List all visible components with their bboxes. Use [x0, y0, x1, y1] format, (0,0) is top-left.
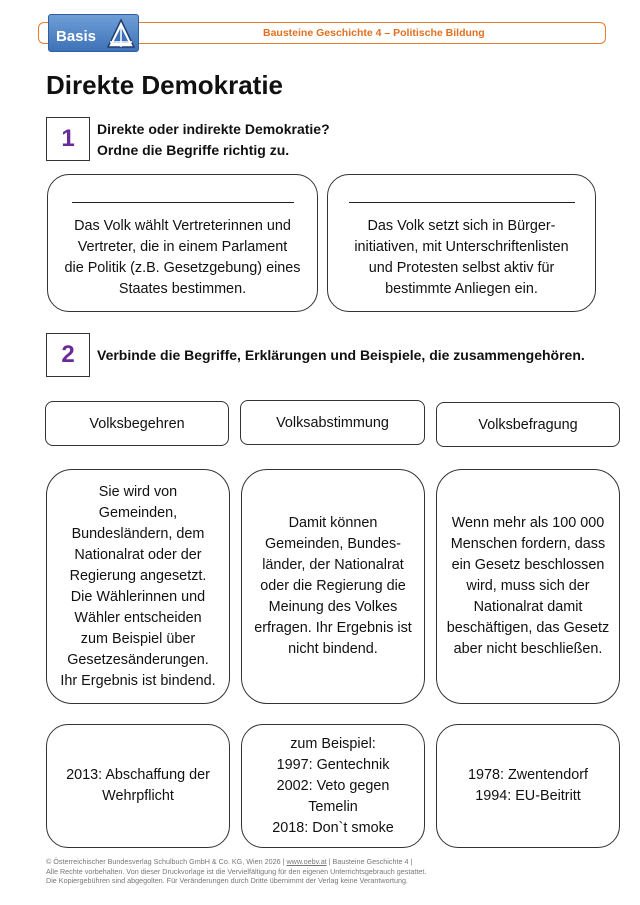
series-title: Bausteine Geschichte 4 – Politische Bildung [263, 27, 485, 39]
card-text [52, 482, 223, 692]
text-line: Gemeinden, Bundes- [264, 536, 401, 552]
publisher-link[interactable]: www.oebv.at [286, 857, 327, 866]
task-1-instruction [97, 119, 330, 161]
card-text [58, 765, 218, 807]
text-line: oder die Regierung die [260, 578, 406, 594]
text-line: erfragen. Ihr Ergebnis ist [254, 620, 412, 636]
example-card-2 [241, 724, 425, 848]
text-line: Das Volk setzt sich in Bürger- [367, 218, 556, 234]
card-text [264, 734, 402, 839]
task-1-card-right [327, 174, 596, 312]
text-line: beschäftigen, das Gesetz [446, 620, 610, 636]
text-line: ein Gesetz beschlossen [451, 557, 605, 573]
text-line: bestimmte Anliegen ein. [385, 281, 538, 297]
text-line: 1997: Gentechnik [276, 756, 390, 773]
text-line: Gemeinden, [98, 504, 178, 521]
footer-line-3: Die Kopiergebühren sind abgegolten. Für Veränderungen durch Dritte übernimmt der Verlag keine Verantwortung. [46, 876, 408, 886]
text-line: und Protesten selbst aktiv für [368, 260, 555, 276]
explanation-card-1 [46, 469, 230, 704]
text-line: wird, muss sich der [466, 578, 590, 594]
text-line: 1994: EU-Beitritt [475, 788, 581, 804]
basis-logo [48, 14, 139, 52]
explanation-card-2 [241, 469, 425, 704]
example-card-3 [436, 724, 620, 848]
example-card-1 [46, 724, 230, 848]
text-line: zum Beispiel über [80, 630, 196, 647]
footer-line-2: Alle Rechte vorbehalten. Von dieser Druckvorlage ist die Vervielfältigung für den eigenen Unterrichtsgebrauch gestattet. [46, 866, 427, 876]
text-line: Wenn mehr als 100 000 [451, 515, 605, 531]
explanation-card-3 [436, 469, 620, 704]
task-2-number: 2 [46, 333, 90, 377]
card-text [460, 765, 596, 807]
text-line: Nationalrat damit [473, 599, 583, 615]
text-line: Gesetzesänderungen. [67, 651, 209, 668]
text-line: 2018: Don`t smoke [272, 819, 394, 836]
text-line: Staates bestimmen. [118, 281, 247, 297]
text-line: 2002: Veto gegen [276, 777, 390, 794]
footer [46, 857, 426, 886]
text-line: Wähler entscheiden [74, 609, 202, 626]
task-1-line-2: Ordne die Begriffe richtig zu. [97, 142, 290, 158]
page-title: Direkte Demokratie [46, 70, 283, 100]
text-line: aber nicht beschließen. [453, 641, 603, 657]
text-line: die Politik (z.B. Gesetzgebung) eines [64, 260, 301, 276]
text-line: länder, der Nationalrat [262, 557, 404, 573]
text-line: Menschen fordern, dass [450, 536, 606, 552]
text-line: zum Beispiel: [290, 735, 376, 752]
text-line: Die Wählerinnen und [70, 588, 206, 605]
text-line: Regierung angesetzt. [69, 567, 207, 584]
copyright-text: © Österreichischer Bundesverlag Schulbuch GmbH & Co. KG, Wien 2026 | [46, 857, 287, 866]
task-1-card-left [47, 174, 318, 312]
triangle-logo-icon [106, 18, 136, 50]
term-volksbefragung: Volksbefragung [436, 402, 620, 447]
text-line: initiativen, mit Unterschriftenlisten [354, 239, 569, 255]
text-line: Nationalrat oder der [74, 546, 202, 563]
text-line: Das Volk wählt Vertreterinnen und [74, 218, 291, 234]
text-line: Meinung des Volkes [268, 599, 398, 615]
task-2-instruction: Verbinde die Begriffe, Erklärungen und Beispiele, die zusammengehören. [97, 347, 585, 363]
text-line: Sie wird von [98, 483, 178, 500]
text-line: Temelin [308, 798, 358, 815]
task-1-number: 1 [46, 117, 90, 161]
term-volksbegehren: Volksbegehren [45, 401, 229, 446]
answer-line [349, 202, 575, 203]
text-line: Ihr Ergebnis ist bindend. [60, 672, 216, 689]
text-line: 2013: Abschaffung der [66, 767, 210, 783]
card-text [246, 513, 420, 660]
card-text [57, 216, 309, 300]
card-text [439, 513, 617, 660]
text-line: 1978: Zwentendorf [467, 767, 588, 783]
logo-text: Basis [56, 28, 97, 45]
task-1-line-1: Direkte oder indirekte Demokratie? [97, 121, 330, 137]
text-line: Vertreter, die in einem Parlament [77, 239, 288, 255]
term-volksabstimmung: Volksabstimmung [240, 400, 425, 445]
text-line: Damit können [288, 515, 378, 531]
footer-series-text: | Bausteine Geschichte 4 | [326, 857, 413, 866]
answer-line [72, 202, 294, 203]
footer-line-1 [46, 857, 426, 867]
text-line: nicht bindend. [288, 641, 378, 657]
text-line: Bundesländern, dem [71, 525, 205, 542]
text-line: Wehrpflicht [102, 788, 174, 804]
card-text [346, 216, 576, 300]
